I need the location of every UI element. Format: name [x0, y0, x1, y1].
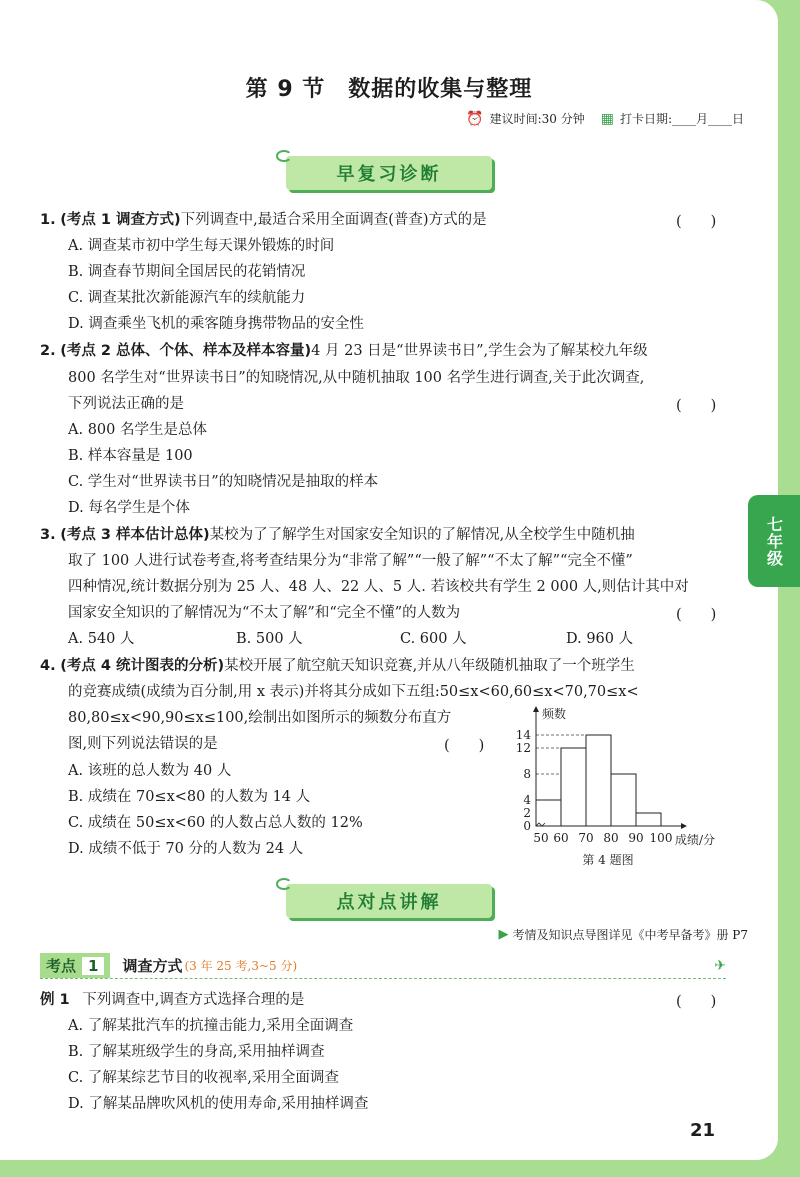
- q3-number: 3.: [40, 527, 56, 543]
- grade-tab: 七年级: [748, 495, 800, 587]
- kaodian-header: [40, 953, 726, 979]
- checkin-date: 打卡日期:____月____日: [619, 112, 744, 126]
- example1-number: 例 1: [40, 992, 70, 1008]
- page-title: 第 9 节 数据的收集与整理: [245, 77, 533, 102]
- q2-tag: (考点 2 总体、个体、样本及样本容量): [60, 343, 312, 359]
- q3-line2: 取了 100 人进行试卷考查,将考查结果分为“非常了解”“一般了解”“不太了解”“完全不懂”: [68, 553, 633, 569]
- q3-stem-line1: [40, 525, 635, 545]
- chart-caption: 第 4 题图: [582, 853, 634, 867]
- q1-stem-line: [40, 210, 487, 230]
- y-tick-4: 4: [523, 793, 531, 807]
- q1-option-b: B. 调查春节期间全国居民的花销情况: [68, 264, 306, 280]
- q2-line3: 下列说法正确的是: [68, 396, 184, 412]
- q1-answer-blank: ( ): [676, 214, 717, 230]
- page-number: 21: [690, 1120, 716, 1141]
- y-axis-arrow: [533, 706, 539, 712]
- banner-review-text: 早复习诊断: [336, 164, 442, 185]
- q3-line1: 某校为了了解学生对国家安全知识的了解情况,从全校学生中随机抽: [209, 527, 635, 543]
- y-axis-label: 频数: [542, 707, 567, 721]
- kaodian-title: 调查方式: [122, 957, 183, 975]
- chart-bars: [536, 735, 661, 826]
- bar-50-60: [536, 800, 561, 826]
- banner-explain: [286, 884, 492, 918]
- reference-note-text: 考情及知识点导图详见《中考早备考》册 P7: [512, 928, 748, 942]
- q4-line1: 某校开展了航空航天知识竞赛,并从八年级随机抽取了一个班学生: [224, 658, 635, 674]
- example1-option-a: A. 了解某批汽车的抗撞击能力,采用全面调查: [68, 1018, 354, 1034]
- y-tick-12: 12: [515, 741, 531, 755]
- q4-option-b: B. 成绩在 70≤x<80 的人数为 14 人: [68, 789, 311, 805]
- x-tick-70: 70: [578, 831, 594, 845]
- q1-option-c: C. 调查某批次新能源汽车的续航能力: [68, 290, 306, 306]
- q2-line1: 4 月 23 日是“世界读书日”,学生会为了解某校九年级: [311, 343, 648, 359]
- q4-answer-blank: ( ): [444, 738, 485, 754]
- bar-90-100: [636, 813, 661, 826]
- clock-icon: ⏰: [466, 110, 484, 127]
- y-tick-8: 8: [523, 767, 531, 781]
- example1-option-c: C. 了解某综艺节目的收视率,采用全面调查: [68, 1070, 339, 1086]
- q2-option-c: C. 学生对“世界读书日”的知晓情况是抽取的样本: [68, 474, 379, 490]
- curl-icon: [276, 878, 292, 890]
- q3-option-c: C. 600 人: [400, 631, 467, 647]
- example1-stem: 下列调查中,调查方式选择合理的是: [82, 992, 305, 1008]
- q4-option-a: A. 该班的总人数为 40 人: [68, 763, 232, 779]
- kaodian-number: 1: [82, 957, 104, 975]
- paper-plane-icon: ✈: [714, 957, 726, 974]
- q2-option-d: D. 每名学生是个体: [68, 500, 190, 516]
- q3-tag: (考点 3 样本估计总体): [60, 527, 210, 543]
- q2-answer-blank: ( ): [676, 398, 717, 414]
- y-tick-14: 14: [515, 728, 531, 742]
- q3-line4: 国家安全知识的了解情况为“不太了解”和“完全不懂”的人数为: [68, 605, 461, 621]
- x-tick-60: 60: [553, 831, 569, 845]
- kaodian-sub: (3 年 25 考,3~5 分): [184, 959, 298, 973]
- q1-option-d: D. 调查乘坐飞机的乘客随身携带物品的安全性: [68, 316, 364, 332]
- q2-option-b: B. 样本容量是 100: [68, 448, 193, 464]
- q3-option-d: D. 960 人: [566, 631, 634, 647]
- histogram-chart: [506, 704, 736, 872]
- example1-option-d: D. 了解某品牌吹风机的使用寿命,采用抽样调查: [68, 1096, 369, 1112]
- kaodian-tag: [40, 953, 110, 978]
- q2-option-a: A. 800 名学生是总体: [68, 422, 207, 438]
- bar-70-80: [586, 735, 611, 826]
- q3-answer-blank: ( ): [676, 607, 717, 623]
- example1-stem-line: [40, 990, 304, 1010]
- kaodian-label: 考点: [46, 957, 77, 975]
- bar-80-90: [611, 774, 636, 826]
- banner-review: [286, 156, 492, 190]
- x-tick-80: 80: [603, 831, 619, 845]
- q1-number: 1.: [40, 212, 56, 228]
- curl-icon: [276, 150, 292, 162]
- calendar-icon: ▦: [600, 110, 614, 127]
- y-tick-2: 2: [523, 806, 531, 820]
- q1-stem: 下列调查中,最适合采用全面调查(普查)方式的是: [180, 212, 487, 228]
- x-tick-50: 50: [533, 831, 549, 845]
- banner-explain-text: 点对点讲解: [336, 892, 442, 913]
- y-tick-0: 0: [523, 819, 531, 833]
- q4-tag: (考点 4 统计图表的分析): [60, 658, 225, 674]
- q1-option-a: A. 调查某市初中学生每天课外锻炼的时间: [68, 238, 335, 254]
- q4-line3: 80,80≤x<90,90≤x≤100,绘制出如图所示的频数分布直方: [68, 710, 452, 726]
- bar-60-70: [561, 748, 586, 826]
- q4-line2: 的竞赛成绩(成绩为百分制,用 x 表示)并将其分成如下五组:50≤x<60,60≤x<70,70≤x<: [68, 684, 639, 700]
- reference-note: [498, 926, 748, 943]
- suggest-time: 建议时间:30 分钟: [489, 112, 585, 126]
- q4-stem-line1: [40, 656, 635, 676]
- x-tick-100: 100: [649, 831, 673, 845]
- q4-number: 4.: [40, 658, 56, 674]
- q4-option-d: D. 成绩不低于 70 分的人数为 24 人: [68, 841, 304, 857]
- q3-option-b: B. 500 人: [236, 631, 303, 647]
- q3-line3: 四种情况,统计数据分别为 25 人、48 人、22 人、5 人. 若该校共有学生 2 000 人,则估计其中对: [68, 579, 689, 595]
- x-axis-label: 成绩/分: [675, 833, 716, 847]
- x-tick-90: 90: [628, 831, 644, 845]
- example1-answer-blank: ( ): [676, 994, 717, 1010]
- q2-number: 2.: [40, 343, 56, 359]
- x-axis-arrow: [681, 823, 687, 829]
- q2-stem-line1: [40, 341, 648, 361]
- q4-option-c: C. 成绩在 50≤x<60 的人数占总人数的 12%: [68, 815, 363, 831]
- q1-tag: (考点 1 调查方式): [60, 212, 181, 228]
- q2-line2: 800 名学生对“世界读书日”的知晓情况,从中随机抽取 100 名学生进行调查,关于此次调查,: [68, 370, 645, 386]
- example1-option-b: B. 了解某班级学生的身高,采用抽样调查: [68, 1044, 325, 1060]
- q3-option-a: A. 540 人: [68, 631, 135, 647]
- q4-line4: 图,则下列说法错误的是: [68, 736, 218, 752]
- play-arrow-icon: ▶: [498, 927, 509, 942]
- meta-line: [466, 110, 744, 127]
